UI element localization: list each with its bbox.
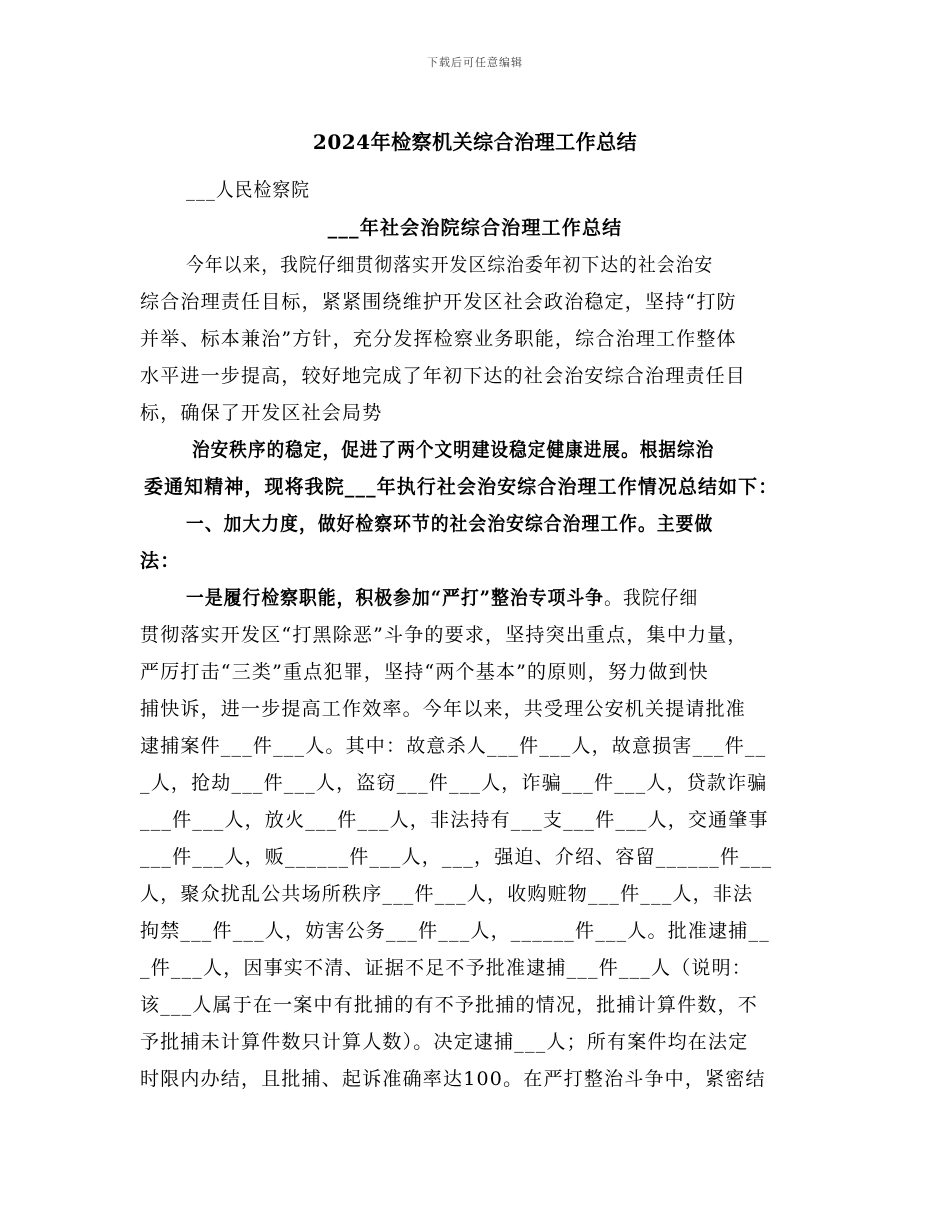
- body-line: 时限内办结，且批捕、起诉准确率达100。在严打整治斗争中，紧密结: [140, 1068, 766, 1090]
- org-name: ___人民检察院: [186, 179, 311, 201]
- body-line: 捕快诉，进一步提高工作效率。今年以来，共受理公安机关提请批准: [140, 698, 747, 720]
- bold-line: 治安秩序的稳定，促进了两个文明建设稳定健康进展。根据综治: [192, 439, 715, 461]
- body-line: 予批捕未计算件数只计算人数）。决定逮捕___人；所有案件均在法定: [140, 1031, 749, 1053]
- body-line: 拘禁___件___人，妨害公务___件___人，______件___人。批准逮捕__: [140, 920, 770, 942]
- intro-line: 今年以来，我院仔细贯彻落实开发区综治委年初下达的社会治安: [186, 254, 714, 276]
- subtitle: ___年社会治院综合治理工作总结: [327, 217, 623, 239]
- bold-line: 委通知精神，现将我院___年执行社会治安综合治理工作情况总结如下：: [144, 476, 779, 498]
- intro-line: 水平进一步提高，较好地完成了年初下达的社会治安综合治理责任目: [140, 365, 747, 387]
- document-title: 2024年检察机关综合治理工作总结: [312, 130, 638, 154]
- item1-heading: 一是履行检察职能，积极参加“严打”整治专项斗争: [186, 587, 605, 609]
- intro-line: 标，确保了开发区社会局势: [140, 402, 383, 424]
- body-line: 贯彻落实开发区“打黑除恶”斗争的要求，坚持突出重点，集中力量，: [140, 624, 748, 646]
- item1-rest: 。我院仔细: [604, 587, 699, 609]
- body-line: _人，抢劫___件___人，盗窃___件___人，诈骗___件___人，贷款诈骗: [140, 772, 768, 794]
- item1-line: [186, 583, 820, 610]
- header-note: 下载后可任意编辑: [427, 56, 523, 69]
- body-line: 该___人属于在一案中有批捕的有不予批捕的情况，批捕计算件数，不: [140, 994, 758, 1016]
- intro-line: 并举、标本兼治”方针，充分发挥检察业务职能，综合治理工作整体: [140, 328, 737, 350]
- body-line: 严厉打击“三类”重点犯罪，坚持“两个基本”的原则，努力做到快: [140, 661, 709, 683]
- section-heading: 法：: [140, 550, 181, 572]
- body-line: 人，聚众扰乱公共场所秩序___件___人，收购赃物___件___人，非法: [140, 883, 754, 905]
- intro-line: 综合治理责任目标，紧紧围绕维护开发区社会政治稳定，坚持“打防: [140, 291, 737, 313]
- section-heading: 一、加大力度，做好检察环节的社会治安综合治理工作。主要做: [186, 513, 714, 535]
- body-line: 逮捕案件___件___人。其中：故意杀人___件___人，故意损害___件__: [140, 735, 767, 757]
- body-line: ___件___人，放火___件___人，非法持有___支___件___人，交通肇事: [140, 809, 769, 831]
- body-line: ___件___人，贩______件___人，___，强迫、介绍、容留______件___: [140, 846, 773, 868]
- body-line: _件___人，因事实不清、证据不足不予批准逮捕___件___人（说明：: [140, 957, 753, 979]
